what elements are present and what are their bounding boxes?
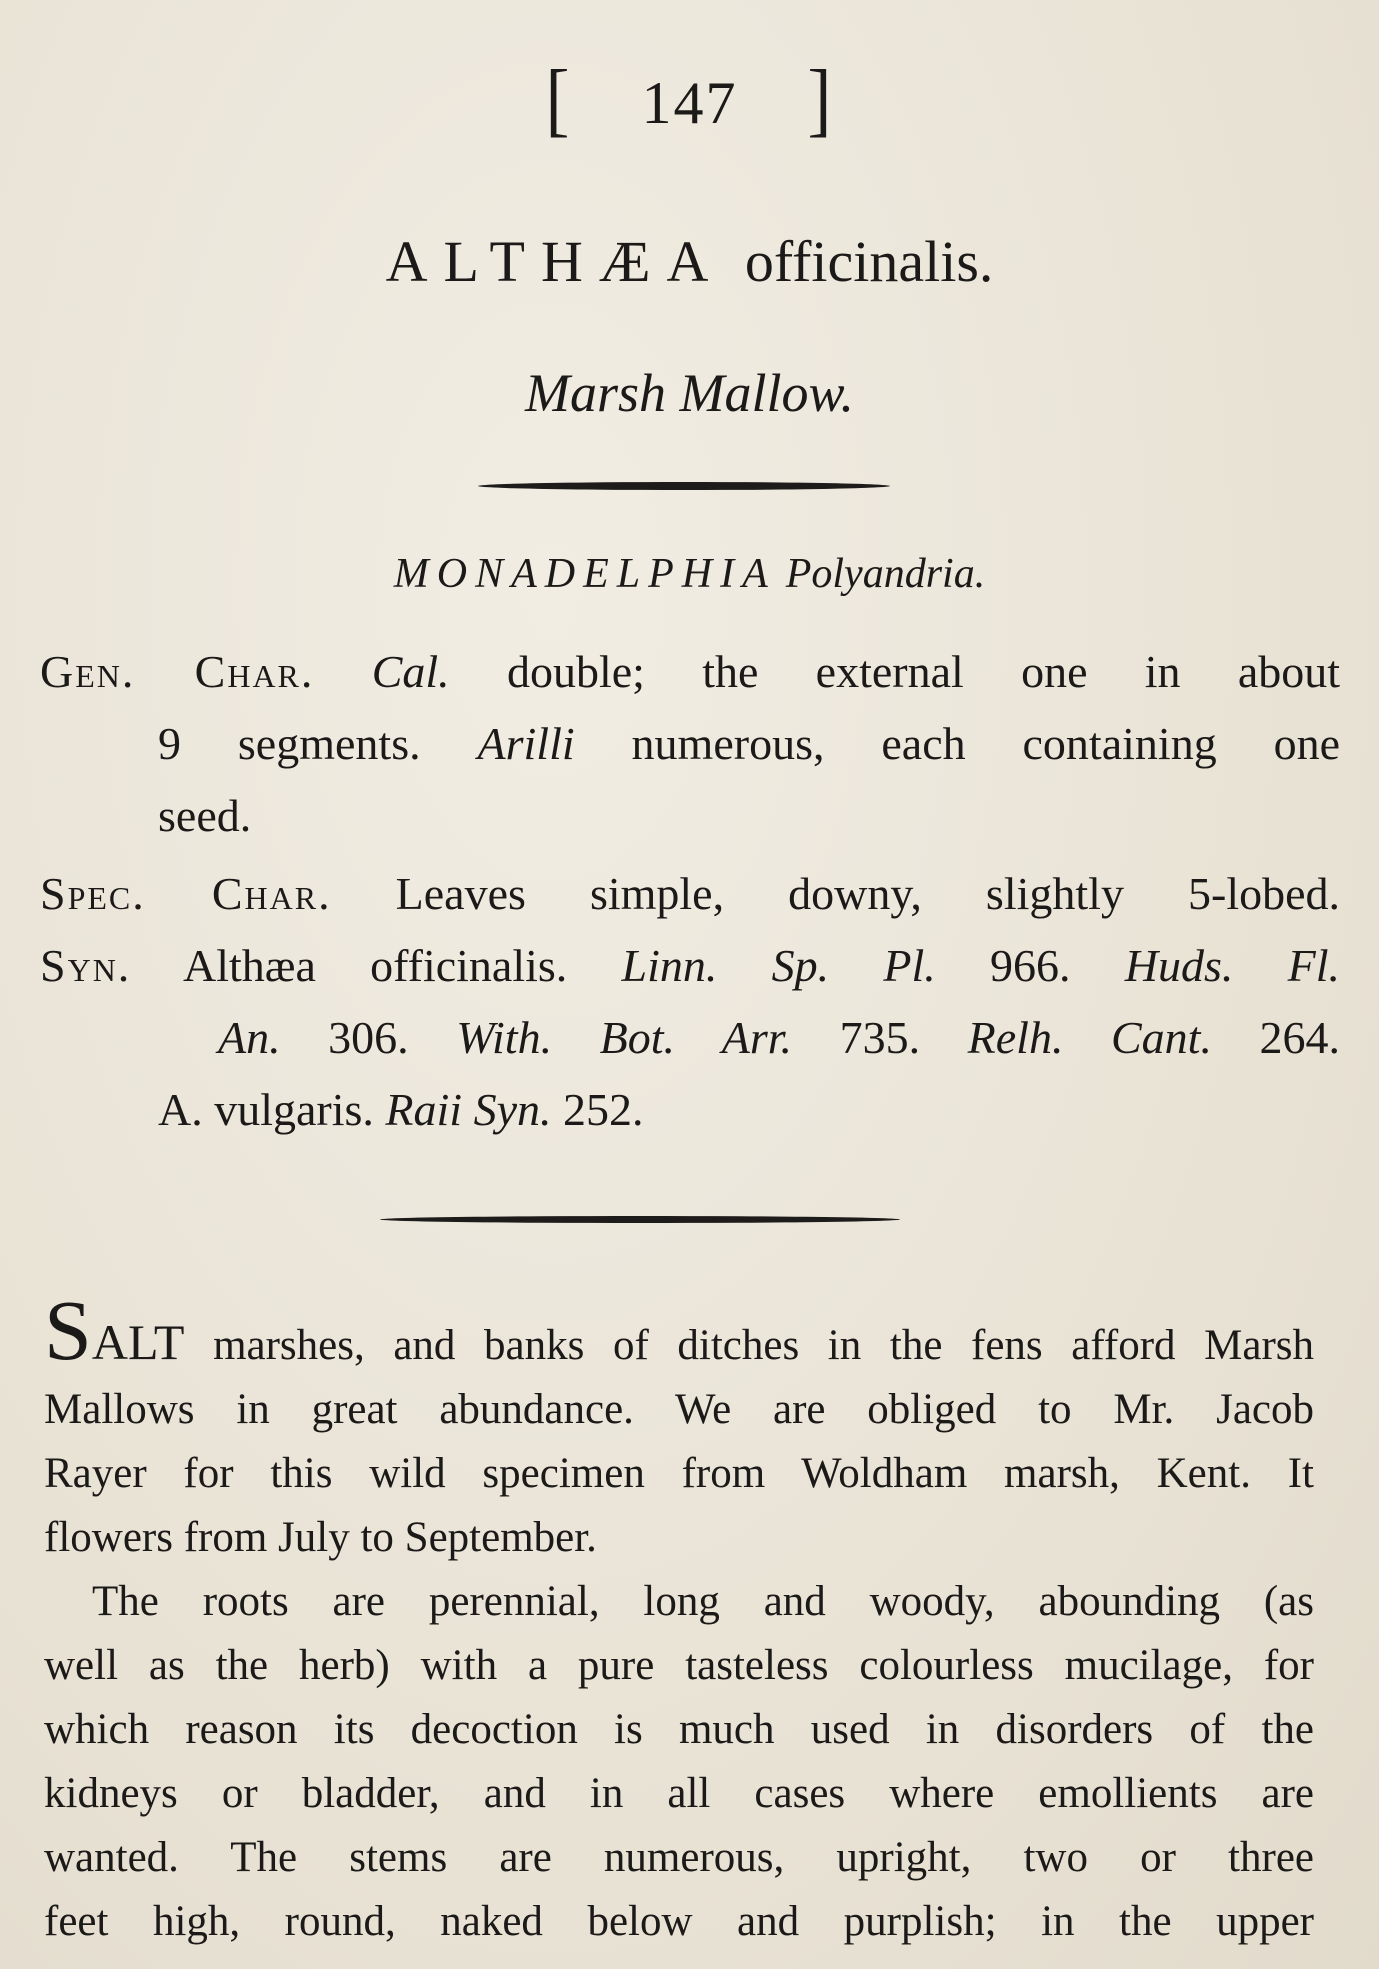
divider-rule bbox=[380, 1216, 900, 1223]
synonyms: Syn. Althæa officinalis. Linn. Sp. Pl. 966. Huds. Fl. An. 306. With. Bot. Arr. 735. Relh. Cant. 264. A. vulgaris. Raii Syn. 252. bbox=[40, 940, 1341, 1135]
drop-cap: S bbox=[44, 1282, 92, 1378]
divider-rule bbox=[478, 482, 890, 490]
genus-name: ALTHÆA bbox=[385, 229, 725, 294]
common-name: Marsh Mallow. bbox=[524, 363, 854, 423]
generic-character: Gen. Char. Cal. double; the external one in about 9 segments. Arilli numerous, each containing one seed. bbox=[40, 646, 1341, 841]
class-name: MONADELPHIA bbox=[393, 551, 776, 597]
species-title bbox=[0, 228, 1379, 295]
order-name: Polyandria. bbox=[785, 551, 986, 597]
classification bbox=[0, 550, 1379, 598]
syn-label: Syn. bbox=[40, 940, 132, 991]
page-number: [ 147 ] bbox=[545, 52, 834, 145]
description-text bbox=[44, 1282, 1315, 1954]
paragraph: The roots are perennial, long and woody, abounding (as well as the herb) with a pure tasteless colourless mucilage, for which reason its decoction is much used in disorders of the kidneys or bladder, and in all cases where emollients are wanted. The stems are numerous, upright, two or three feet high, round, naked below and purplish; in the upper bbox=[44, 1578, 1314, 1945]
paragraph: SALT marshes, and banks of ditches in the fens afford Marsh Mallows in great abundance. We are obliged to Mr. Jacob Rayer for this wild specimen from Woldham marsh, Kent. It flowers from July to September. bbox=[44, 1282, 1315, 1561]
spec-char-label: Spec. Char. bbox=[40, 868, 332, 919]
gen-char-label: Gen. Char. bbox=[40, 646, 315, 697]
specific-character: Spec. Char. Leaves simple, downy, slightly 5-lobed. bbox=[40, 868, 1341, 919]
species-epithet: officinalis. bbox=[744, 229, 994, 294]
